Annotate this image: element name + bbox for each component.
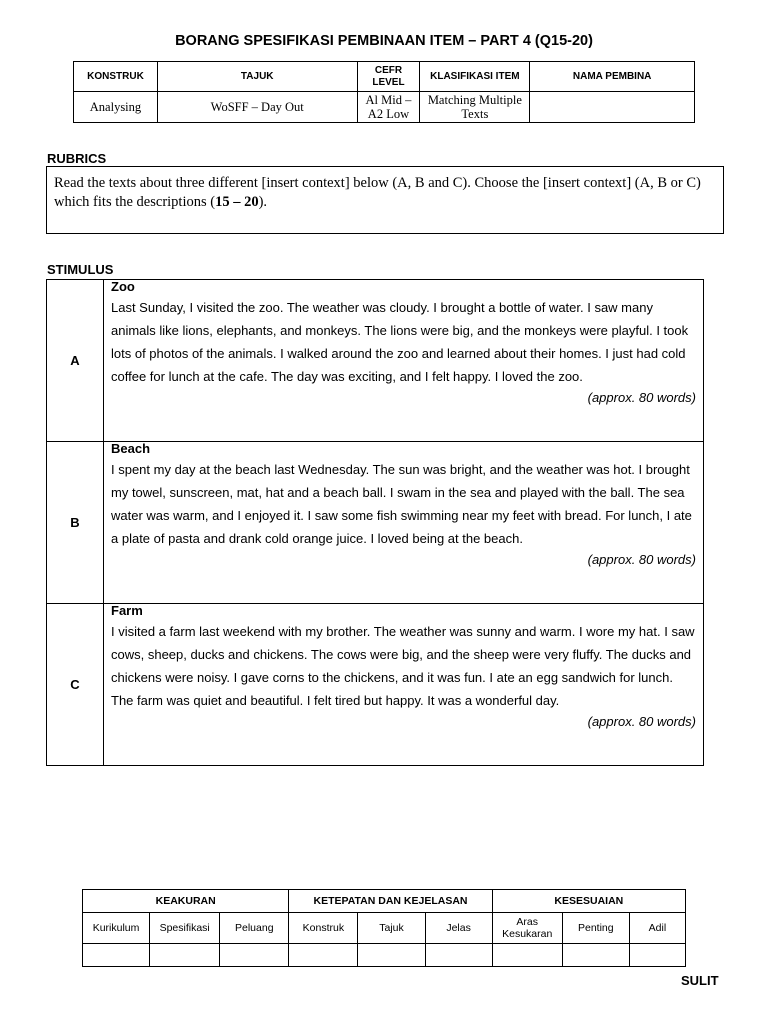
stimulus-body: I spent my day at the beach last Wednesday. The sun was bright, and the weather was hot. I brought my towel, sunscreen, mat, hat and a beach ball. I swam in the sea and played with the ball. The sea water was warm, and I enjoyed it. I saw some fish swimming near my feet with bread. For lunch, I ate a plate of pasta and drank cold orange juice. I loved being at the beach. [111,462,692,546]
evaluation-cell[interactable] [425,944,492,967]
page-title: BORANG SPESIFIKASI PEMBINAAN ITEM – PART 4 (Q15-20) [175,33,593,49]
criteria-kurikulum: Kurikulum [83,913,150,944]
rubrics-text-start: Read the texts about three different [insert context] below (A, B and C). Choose the [insert context] (A, B or C) which fits the descriptions ( [54,175,701,210]
rubrics-question-range: 15 – 20 [215,194,259,210]
stimulus-letter: A [47,280,104,442]
criteria-spesifikasi: Spesifikasi [150,913,220,944]
criteria-tajuk: Tajuk [358,913,425,944]
evaluation-group-row [83,890,686,913]
stimulus-content [104,442,704,604]
spec-value-konstruk: Analysing [74,92,158,123]
evaluation-table [82,889,686,967]
stimulus-title: Zoo [111,279,135,294]
criteria-konstruk: Konstruk [289,913,358,944]
criteria-penting: Penting [562,913,629,944]
stimulus-letter: B [47,442,104,604]
evaluation-cell[interactable] [150,944,220,967]
spec-value-nama-pembina [530,92,695,123]
criteria-aras-kesukaran: Aras Kesukaran [492,913,562,944]
rubrics-heading: RUBRICS [47,151,107,166]
stimulus-word-count: (approx. 80 words) [587,390,696,405]
evaluation-blank-row [83,944,686,967]
evaluation-cell[interactable] [289,944,358,967]
classification-mark: SULIT [681,973,719,988]
rubrics-text-end: ). [258,194,268,210]
evaluation-cell[interactable] [220,944,289,967]
spec-header-konstruk: KONSTRUK [74,62,158,92]
stimulus-row-a [47,280,704,442]
evaluation-cell[interactable] [83,944,150,967]
spec-header-cefr-level: CEFR LEVEL [357,62,420,92]
spec-value-klasifikasi-item: Matching Multiple Texts [420,92,530,123]
item-spec-table [73,61,695,123]
spec-header-row [74,62,695,92]
spec-header-klasifikasi-item: KLASIFIKASI ITEM [420,62,530,92]
stimulus-content [104,280,704,442]
evaluation-criteria-row [83,913,686,944]
stimulus-heading: STIMULUS [47,262,114,277]
spec-value-tajuk: WoSFF – Day Out [157,92,357,123]
spec-value-row [74,92,695,123]
stimulus-content [104,604,704,766]
evaluation-cell[interactable] [492,944,562,967]
stimulus-word-count: (approx. 80 words) [587,714,696,729]
spec-header-tajuk: TAJUK [157,62,357,92]
evaluation-cell[interactable] [562,944,629,967]
stimulus-row-b [47,442,704,604]
stimulus-letter: C [47,604,104,766]
stimulus-row-c [47,604,704,766]
evaluation-group-ketepatan: KETEPATAN DAN KEJELASAN [289,890,492,913]
evaluation-group-keakuran: KEAKURAN [83,890,289,913]
stimulus-title: Farm [111,603,143,618]
stimulus-body: I visited a farm last weekend with my brother. The weather was sunny and warm. I wore my hat. I saw cows, sheep, ducks and chickens. The cows were big, and the sheep were very fluffy. The ducks and chickens were noisy. I gave corns to the chickens, and it was fun. I ate an egg sandwich for lunch. The farm was quiet and beautiful. I felt tired but happy. It was a wonderful day. [111,624,695,708]
spec-value-cefr-level: Al Mid – A2 Low [357,92,420,123]
stimulus-table [46,279,704,766]
rubrics-box [46,166,724,234]
evaluation-group-kesesuaian: KESESUAIAN [492,890,685,913]
stimulus-title: Beach [111,441,151,456]
stimulus-word-count: (approx. 80 words) [587,552,696,567]
criteria-adil: Adil [629,913,685,944]
evaluation-cell[interactable] [629,944,685,967]
criteria-peluang: Peluang [220,913,289,944]
stimulus-body: Last Sunday, I visited the zoo. The weather was cloudy. I brought a bottle of water. I saw many animals like lions, elephants, and monkeys. The lions were big, and the monkeys were playful. I took lots of photos of the animals. I walked around the zoo and learned about their homes. I just had cold coffee for lunch at the cafe. The day was exciting, and I felt happy. I loved the zoo. [111,300,689,384]
spec-header-nama-pembina: NAMA PEMBINA [530,62,695,92]
criteria-jelas: Jelas [425,913,492,944]
evaluation-cell[interactable] [358,944,425,967]
